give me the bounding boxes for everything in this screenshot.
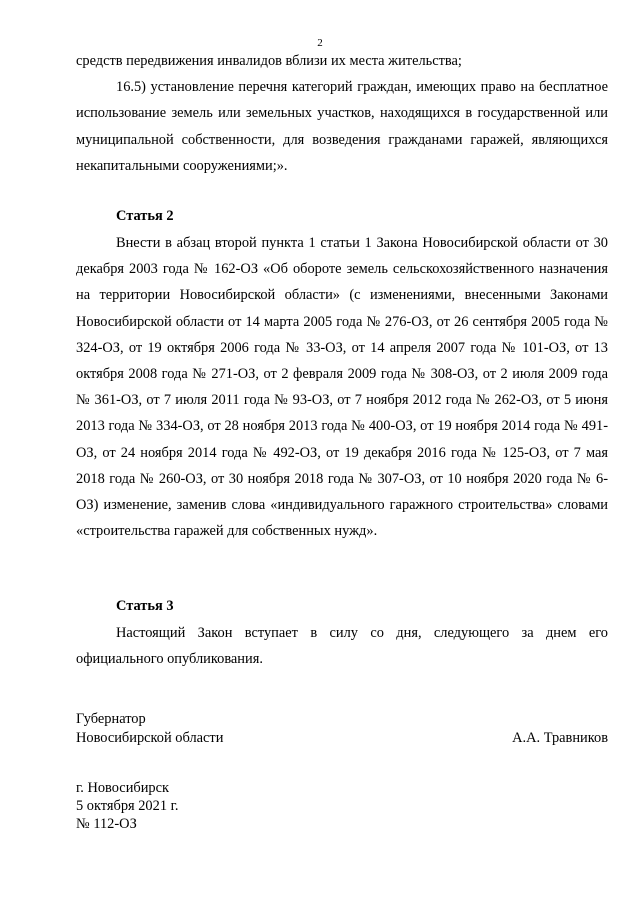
intro-line-end: средств передвижения инвалидов вблизи их места жительства; xyxy=(76,53,462,69)
article-3-block xyxy=(76,620,608,672)
page-number: 2 xyxy=(317,37,323,49)
signatory-name: А.А. Травников xyxy=(512,730,608,746)
article-2-heading: Статья 2 xyxy=(116,208,174,224)
signatory-title-line-1: Губернатор xyxy=(76,711,146,727)
article-2-block xyxy=(76,230,608,544)
article-3-paragraph: Настоящий Закон вступает в силу со дня, следующего за днем его официального опубликования. xyxy=(76,625,608,668)
article-2-paragraph: Внести в абзац второй пункта 1 статьи 1 Закона Новосибирской области от 30 декабря 2003 года № 162-ОЗ «Об обороте земель сельскохозяйственного назначения на территории Новосибирской области» (с изменениями, внесенными Законами Новосибирской области от 14 марта 2005 года № 276-ОЗ, от 26 сентября 2005 года № 324-ОЗ, от 19 октября 2006 года № 33-ОЗ, от 14 апреля 2007 года № 101-ОЗ, от 13 октября 2008 года № 271-ОЗ, от 2 февраля 2009 года № 308-ОЗ, от 2 июля 2009 года № 361-ОЗ, от 7 июля 2011 года № 93-ОЗ, от 7 ноября 2012 года № 262-ОЗ, от 5 июня 2013 года № 334-ОЗ, от 28 ноября 2013 года № 400-ОЗ, от 19 ноября 2014 года № 491-ОЗ, от 24 ноября 2014 года № 492-ОЗ, от 19 декабря 2016 года № 125-ОЗ, от 7 мая 2018 года № 260-ОЗ, от 30 ноября 2018 года № 307-ОЗ, от 10 ноября 2020 года № 6-ОЗ) изменение, заменив слова «индивидуального гаражного строительства» словами «строительства гаражей для собственных нужд». xyxy=(76,235,608,540)
adoption-date: 5 октября 2021 г. xyxy=(76,798,179,814)
law-number: № 112-ОЗ xyxy=(76,816,137,832)
article-3-heading: Статья 3 xyxy=(116,598,174,614)
adoption-place: г. Новосибирск xyxy=(76,780,169,796)
intro-block xyxy=(76,48,608,179)
signatory-title-line-2: Новосибирской области xyxy=(76,730,224,746)
item-16-5-paragraph: 16.5) установление перечня категорий граждан, имеющих право на бесплатное использование земель или земельных участков, находящихся в государственной или муниципальной собственности, для возведения гражданами гаражей, являющихся некапитальными сооружениями;». xyxy=(76,79,608,174)
